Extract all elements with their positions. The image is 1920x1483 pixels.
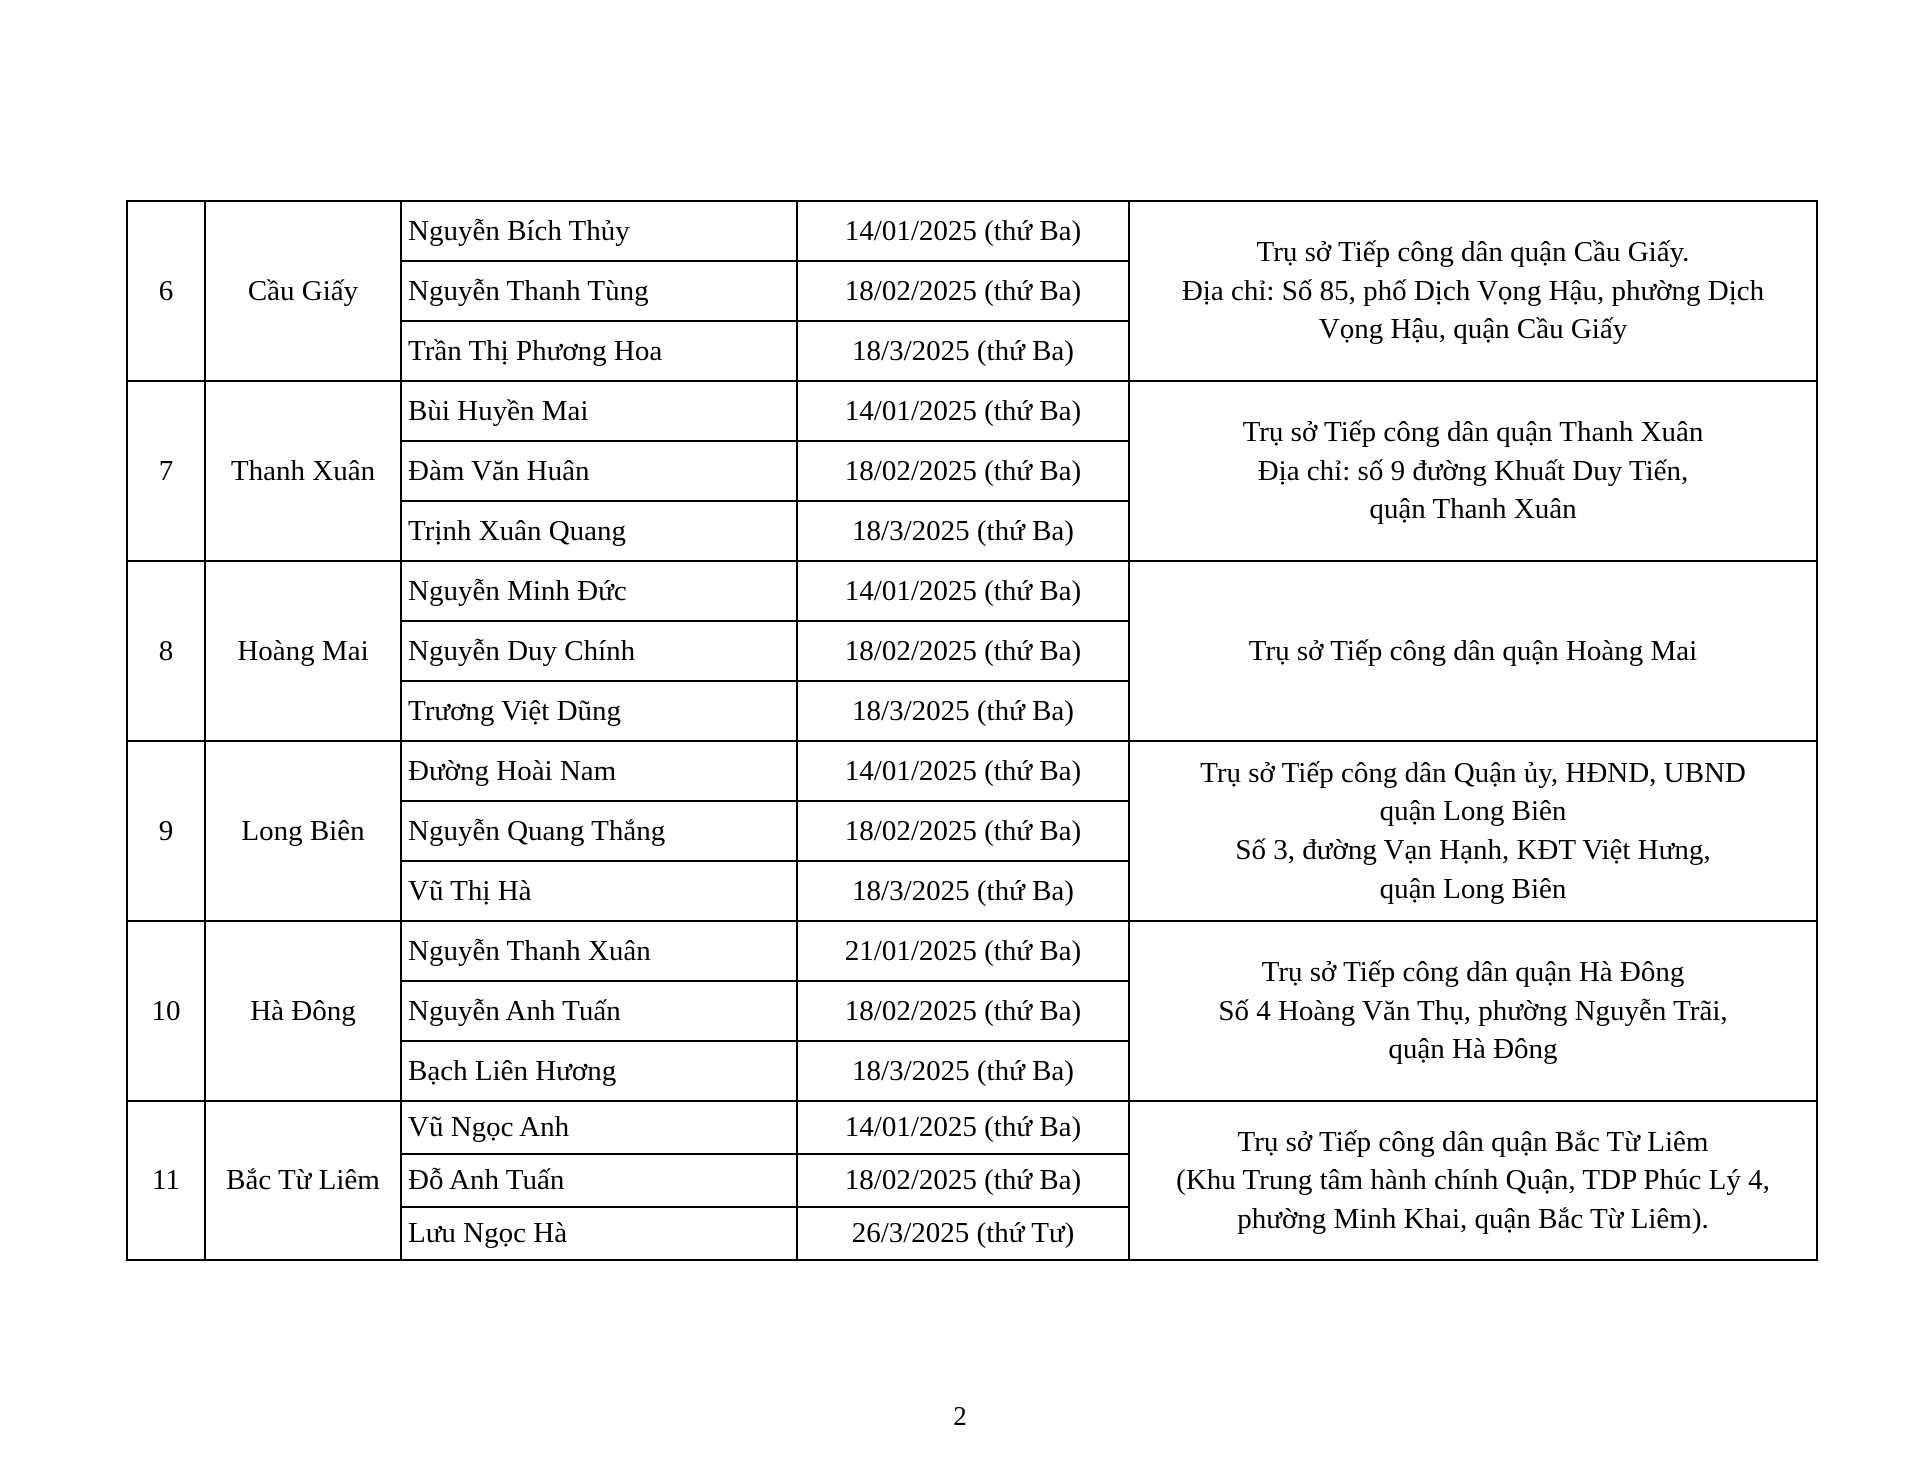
location-line: Địa chỉ: Số 85, phố Dịch Vọng Hậu, phường Dịch [1181, 274, 1765, 307]
official-name-cell: Vũ Thị Hà [401, 861, 797, 921]
table-row [127, 561, 1817, 621]
reception-date-cell: 18/02/2025 (thứ Ba) [797, 801, 1129, 861]
reception-date-cell: 26/3/2025 (thứ Tư) [797, 1207, 1129, 1260]
official-name-cell: Nguyễn Thanh Xuân [401, 921, 797, 981]
official-name-cell: Nguyễn Duy Chính [401, 621, 797, 681]
location-cell [1129, 1101, 1817, 1260]
row-number-cell: 7 [127, 381, 205, 561]
reception-date-cell: 18/02/2025 (thứ Ba) [797, 441, 1129, 501]
official-name-cell: Nguyễn Quang Thắng [401, 801, 797, 861]
row-number-cell: 6 [127, 201, 205, 381]
location-line: Địa chỉ: số 9 đường Khuất Duy Tiến, [1257, 454, 1689, 487]
reception-date-cell: 18/3/2025 (thứ Ba) [797, 321, 1129, 381]
reception-date-cell: 14/01/2025 (thứ Ba) [797, 561, 1129, 621]
location-line: Trụ sở Tiếp công dân Quận ủy, HĐND, UBND [1200, 756, 1746, 789]
location-cell [1129, 381, 1817, 561]
row-number-cell: 11 [127, 1101, 205, 1260]
official-name-cell: Đỗ Anh Tuấn [401, 1154, 797, 1207]
location-cell [1129, 741, 1817, 921]
location-line: Trụ sở Tiếp công dân quận Cầu Giấy. [1256, 236, 1690, 269]
location-line: quận Long Biên [1379, 872, 1567, 905]
table-row [127, 921, 1817, 981]
reception-date-cell: 18/02/2025 (thứ Ba) [797, 621, 1129, 681]
location-line: Trụ sở Tiếp công dân quận Hà Đông [1261, 956, 1685, 989]
location-line: Trụ sở Tiếp công dân quận Hoàng Mai [1248, 634, 1698, 667]
reception-date-cell: 18/02/2025 (thứ Ba) [797, 981, 1129, 1041]
location-line: Số 3, đường Vạn Hạnh, KĐT Việt Hưng, [1235, 834, 1711, 866]
official-name-cell: Nguyễn Thanh Tùng [401, 261, 797, 321]
location-line: Số 4 Hoàng Văn Thụ, phường Nguyễn Trãi, [1218, 994, 1728, 1027]
official-name-cell: Bùi Huyền Mai [401, 381, 797, 441]
location-line: quận Hà Đông [1388, 1033, 1558, 1066]
official-name-cell: Bạch Liên Hương [401, 1041, 797, 1101]
location-cell [1129, 921, 1817, 1101]
location-cell [1129, 561, 1817, 741]
official-name-cell: Trịnh Xuân Quang [401, 501, 797, 561]
district-cell: Hoàng Mai [205, 561, 401, 741]
official-name-cell: Đường Hoài Nam [401, 741, 797, 801]
location-line: Vọng Hậu, quận Cầu Giấy [1318, 313, 1628, 346]
district-cell: Bắc Từ Liêm [205, 1101, 401, 1260]
row-number-cell: 9 [127, 741, 205, 921]
page-number: 2 [953, 1401, 967, 1431]
row-number-cell: 10 [127, 921, 205, 1101]
district-cell: Cầu Giấy [205, 201, 401, 381]
table-row [127, 201, 1817, 261]
location-line: Trụ sở Tiếp công dân quận Thanh Xuân [1242, 416, 1704, 449]
row-number-cell: 8 [127, 561, 205, 741]
reception-date-cell: 18/3/2025 (thứ Ba) [797, 861, 1129, 921]
schedule-table [126, 200, 1818, 1261]
table-row [127, 741, 1817, 801]
location-line: quận Long Biên [1379, 795, 1567, 828]
official-name-cell: Lưu Ngọc Hà [401, 1207, 797, 1260]
official-name-cell: Nguyễn Bích Thủy [401, 201, 797, 261]
location-cell [1129, 201, 1817, 381]
official-name-cell: Nguyễn Anh Tuấn [401, 981, 797, 1041]
reception-date-cell: 14/01/2025 (thứ Ba) [797, 381, 1129, 441]
district-cell: Thanh Xuân [205, 381, 401, 561]
location-line: phường Minh Khai, quận Bắc Từ Liêm). [1237, 1202, 1709, 1235]
official-name-cell: Vũ Ngọc Anh [401, 1101, 797, 1154]
reception-date-cell: 18/3/2025 (thứ Ba) [797, 501, 1129, 561]
reception-date-cell: 18/02/2025 (thứ Ba) [797, 1154, 1129, 1207]
official-name-cell: Trương Việt Dũng [401, 681, 797, 741]
table-row [127, 381, 1817, 441]
reception-date-cell: 18/3/2025 (thứ Ba) [797, 681, 1129, 741]
district-cell: Long Biên [205, 741, 401, 921]
reception-date-cell: 14/01/2025 (thứ Ba) [797, 741, 1129, 801]
official-name-cell: Nguyễn Minh Đức [401, 561, 797, 621]
reception-date-cell: 18/02/2025 (thứ Ba) [797, 261, 1129, 321]
location-line: Trụ sở Tiếp công dân quận Bắc Từ Liêm [1237, 1125, 1709, 1158]
official-name-cell: Đàm Văn Huân [401, 441, 797, 501]
official-name-cell: Trần Thị Phương Hoa [401, 321, 797, 381]
district-cell: Hà Đông [205, 921, 401, 1101]
reception-date-cell: 18/3/2025 (thứ Ba) [797, 1041, 1129, 1101]
reception-date-cell: 14/01/2025 (thứ Ba) [797, 1101, 1129, 1154]
location-line: quận Thanh Xuân [1369, 493, 1577, 526]
reception-date-cell: 14/01/2025 (thứ Ba) [797, 201, 1129, 261]
table-row [127, 1101, 1817, 1154]
reception-date-cell: 21/01/2025 (thứ Ba) [797, 921, 1129, 981]
location-line: (Khu Trung tâm hành chính Quận, TDP Phúc Lý 4, [1176, 1164, 1770, 1197]
